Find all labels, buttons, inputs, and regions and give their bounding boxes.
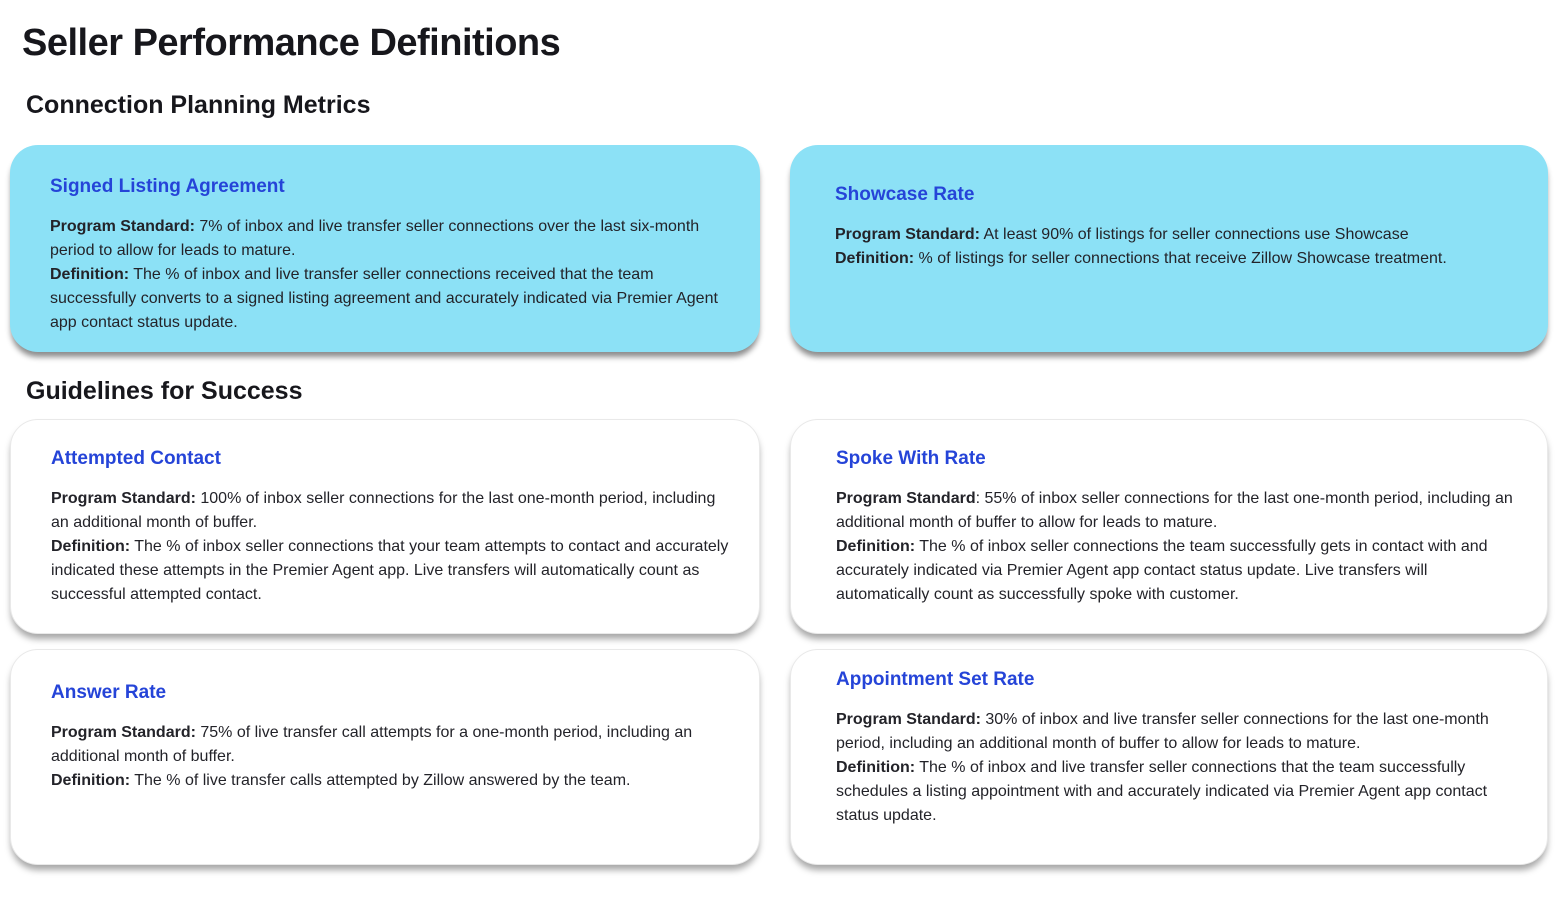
page-title: Seller Performance Definitions bbox=[22, 22, 561, 64]
definition-label: Definition: bbox=[835, 250, 915, 268]
card-title: Showcase Rate bbox=[835, 183, 975, 205]
definition-label: Definition: bbox=[836, 759, 916, 777]
definition-label: Definition: bbox=[50, 266, 130, 284]
card-body bbox=[836, 487, 1517, 607]
guidelines-cards-row-2 bbox=[10, 649, 1560, 865]
program-standard-label: Program Standard bbox=[836, 490, 976, 508]
card-title: Spoke With Rate bbox=[836, 447, 986, 469]
guidelines-cards-row-1 bbox=[10, 419, 1560, 634]
card-showcase-rate bbox=[790, 145, 1548, 352]
program-standard-text: 100% of inbox seller connections for the last one-month period, including an additional month of buffer. bbox=[51, 490, 716, 532]
card-signed-listing-agreement bbox=[10, 145, 760, 352]
section-connection-planning-metrics bbox=[0, 90, 1560, 352]
definition-line bbox=[836, 756, 1517, 828]
program-standard-line bbox=[51, 487, 729, 535]
program-standard-label: Program Standard: bbox=[50, 218, 195, 236]
program-standard-text: At least 90% of listings for seller connections use Showcase bbox=[979, 226, 1409, 244]
program-standard-label: Program Standard: bbox=[836, 711, 981, 729]
program-standard-text: 75% of live transfer call attempts for a one-month period, including an additional month of buffer. bbox=[51, 724, 693, 766]
program-standard-line bbox=[835, 223, 1518, 247]
definition-text: % of listings for seller connections that receive Zillow Showcase treatment. bbox=[914, 250, 1447, 268]
definition-text: The % of inbox seller connections the team successfully gets in contact with and accurately indicated via Premier Agent app contact status update. Live transfers will automatically count as successfully spoke with customer. bbox=[836, 538, 1488, 604]
card-title: Attempted Contact bbox=[51, 447, 221, 469]
card-spoke-with-rate bbox=[790, 419, 1548, 634]
card-attempted-contact bbox=[10, 419, 760, 634]
section-heading-connection-planning-metrics: Connection Planning Metrics bbox=[26, 90, 371, 119]
program-standard-label: Program Standard: bbox=[51, 490, 196, 508]
program-standard-line bbox=[836, 708, 1517, 756]
card-title: Signed Listing Agreement bbox=[50, 175, 285, 197]
definition-line bbox=[51, 769, 729, 793]
definition-line bbox=[835, 247, 1518, 271]
definition-label: Definition: bbox=[51, 772, 131, 790]
program-standard-text: : 55% of inbox seller connections for the last one-month period, including an additional month of buffer to allow for leads to mature. bbox=[836, 490, 1513, 532]
definition-line bbox=[836, 535, 1517, 607]
card-title: Appointment Set Rate bbox=[836, 668, 1035, 690]
definition-text: The % of inbox seller connections that your team attempts to contact and accurately indicated these attempts in the Premier Agent app. Live transfers will automatically count as successful attempted contact. bbox=[51, 538, 729, 604]
program-standard-text: 30% of inbox and live transfer seller connections for the last one-month period, including an additional month of buffer to allow for leads to mature. bbox=[836, 711, 1489, 753]
card-body bbox=[50, 215, 730, 335]
connection-metrics-cards-row bbox=[10, 145, 1560, 352]
card-body bbox=[51, 487, 729, 607]
card-answer-rate bbox=[10, 649, 760, 865]
program-standard-line bbox=[51, 721, 729, 769]
card-body bbox=[836, 708, 1517, 828]
card-appointment-set-rate bbox=[790, 649, 1548, 865]
card-title: Answer Rate bbox=[51, 681, 167, 703]
definition-text: The % of inbox and live transfer seller connections received that the team successfully converts to a signed listing agreement and accurately indicated via Premier Agent app contact status update. bbox=[50, 266, 718, 332]
program-standard-line bbox=[836, 487, 1517, 535]
definition-line bbox=[51, 535, 729, 607]
definition-text: The % of live transfer calls attempted by Zillow answered by the team. bbox=[130, 772, 631, 790]
seller-performance-page bbox=[0, 22, 1560, 898]
program-standard-text: 7% of inbox and live transfer seller connections over the last six-month period to allow for leads to mature. bbox=[50, 218, 700, 260]
section-guidelines-for-success bbox=[0, 376, 1560, 865]
definition-line bbox=[50, 263, 730, 335]
program-standard-label: Program Standard: bbox=[835, 226, 980, 244]
card-body bbox=[835, 223, 1518, 271]
definition-text: The % of inbox and live transfer seller connections that the team successfully schedules a listing appointment with and accurately indicated via Premier Agent app contact status update. bbox=[836, 759, 1488, 825]
program-standard-line bbox=[50, 215, 730, 263]
section-heading-guidelines-for-success: Guidelines for Success bbox=[26, 376, 303, 405]
card-body bbox=[51, 721, 729, 793]
definition-label: Definition: bbox=[51, 538, 131, 556]
program-standard-label: Program Standard: bbox=[51, 724, 196, 742]
definition-label: Definition: bbox=[836, 538, 916, 556]
